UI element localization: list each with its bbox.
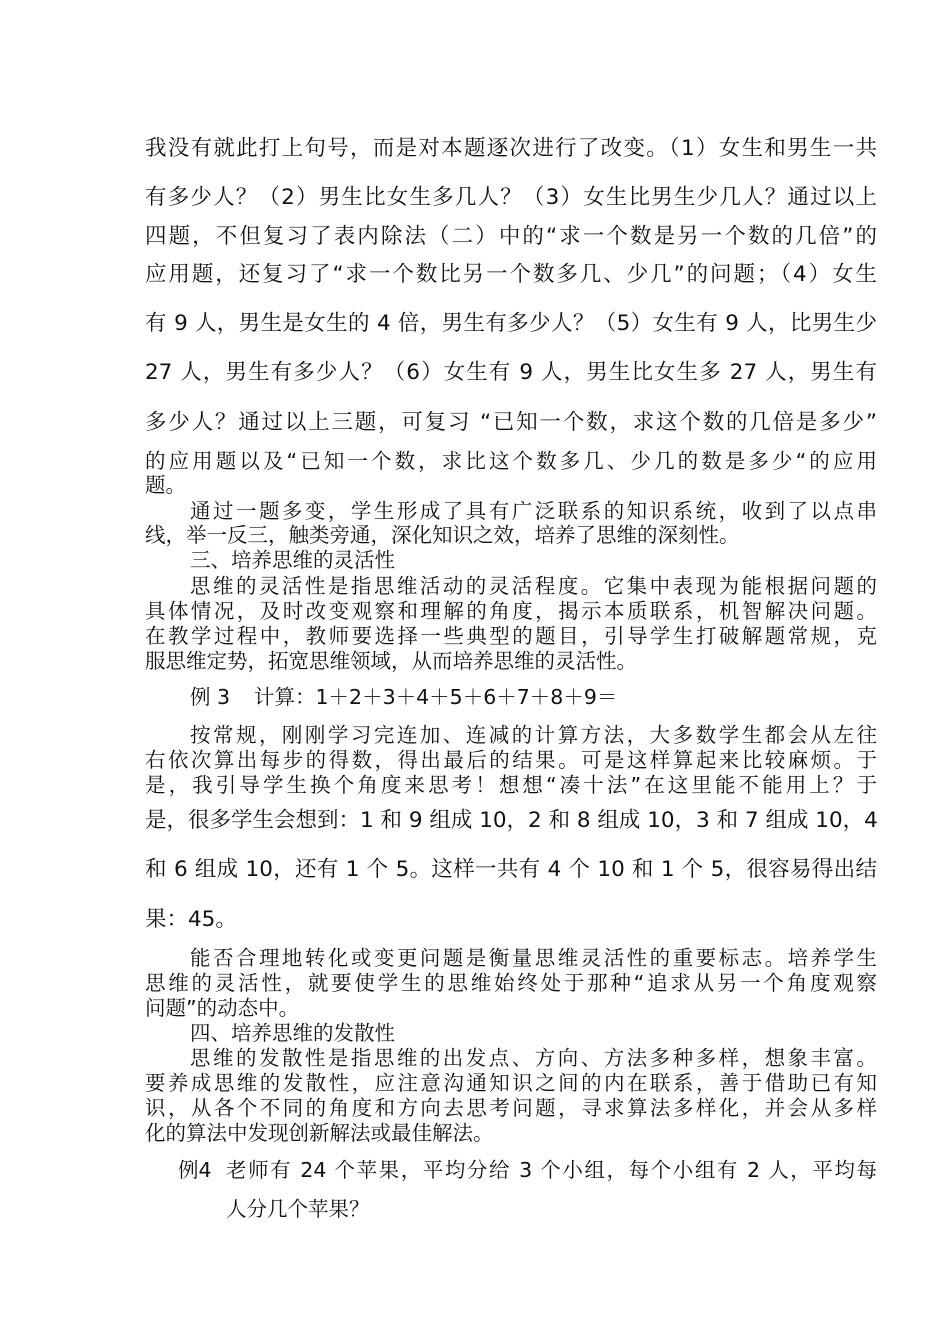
- paragraph-line: 思维的灵活性是指思维活动的灵活程度。它集中表现为能根据问题的: [190, 574, 877, 598]
- paragraph-line: 和 6 组成 10，还有 1 个 5。这样一共有 4 个 10 和 1 个 5，很容易得出结: [145, 857, 877, 882]
- paragraph-line: 线，举一反三，触类旁通，深化知识之效，培养了思维的深刻性。: [145, 523, 740, 547]
- paragraph-line: 应用题，还复习了“求一个数比另一个数多几、少几”的问题；（4）女生: [145, 262, 877, 287]
- paragraph-line: 问题”的动态中。: [145, 996, 300, 1020]
- paragraph-line: 是，我引导学生换个角度来思考！想想“凑十法”在这里能不能用上？于: [145, 773, 877, 797]
- paragraph-line: 题。: [145, 473, 186, 497]
- paragraph-line: 思维的发散性是指思维的出发点、方向、方法多种多样，想象丰富。: [190, 1046, 877, 1070]
- example-text: 老师有 24 个苹果，平均分给 3 个小组，每个小组有 2 人，平均每: [226, 1158, 877, 1182]
- paragraph-line: 能否合理地转化或变更问题是衡量思维灵活性的重要标志。培养学生: [190, 946, 877, 970]
- paragraph-line: 四题，不但复习了表内除法（二）中的“求一个数是另一个数的几倍”的: [145, 224, 877, 249]
- paragraph-line: 有 9 人，男生是女生的 4 倍，男生有多少人？（5）女生有 9 人，比男生少: [145, 311, 877, 336]
- example-text: 人分几个苹果？: [226, 1197, 370, 1221]
- paragraph-line: 右依次算出每步的得数，得出最后的结果。可是这样算起来比较麻烦。于: [145, 748, 877, 772]
- example-text: 计算：1＋2＋3＋4＋5＋6＋7＋8＋9＝: [254, 685, 618, 709]
- paragraph-line: 我没有就此打上句号，而是对本题逐次进行了改变。（1）女生和男生一共: [145, 136, 877, 161]
- paragraph-line: 具体情况，及时改变观察和理解的角度，揭示本质联系，机智解决问题。: [145, 599, 877, 623]
- paragraph-line: 要养成思维的发散性，应注意沟通知识之间的内在联系，善于借助已有知: [145, 1071, 877, 1095]
- section-heading: 四、培养思维的发散性: [190, 1021, 395, 1045]
- paragraph-line: 果：45。: [145, 907, 237, 932]
- paragraph-line: 思维的灵活性，就要使学生的思维始终处于那种“追求从另一个角度观察: [145, 971, 877, 995]
- paragraph-line: 27 人，男生有多少人？（6）女生有 9 人，男生比女生多 27 人，男生有: [145, 360, 877, 385]
- paragraph-line: 在教学过程中，教师要选择一些典型的题目，引导学生打破解题常规，克: [145, 624, 877, 648]
- paragraph-line: 识，从各个不同的角度和方向去思考问题，寻求算法多样化，并会从多样: [145, 1096, 877, 1120]
- example-label: 例4: [178, 1158, 212, 1182]
- paragraph-line: 化的算法中发现创新解法或最佳解法。: [145, 1121, 494, 1145]
- example-label: 例 3: [190, 685, 231, 709]
- section-heading: 三、培养思维的灵活性: [190, 548, 395, 572]
- paragraph-line: 按常规，刚刚学习完连加、连减的计算方法，大多数学生都会从左往: [190, 723, 877, 747]
- paragraph-line: 的应用题以及“已知一个数，求比这个数多几、少几的数是多少“的应用: [145, 449, 877, 473]
- paragraph-line: 服思维定势，拓宽思维领域，从而培养思维的灵活性。: [145, 649, 637, 673]
- paragraph-line: 通过一题多变，学生形成了具有广泛联系的知识系统，收到了以点串: [190, 499, 877, 523]
- paragraph-line: 多少人？通过以上三题，可复习 “已知一个数，求这个数的几倍是多少”: [145, 410, 877, 435]
- paragraph-line: 有多少人？（2）男生比女生多几人？（3）女生比男生少几人？通过以上: [145, 185, 877, 210]
- paragraph-line: 是，很多学生会想到：1 和 9 组成 10，2 和 8 组成 10，3 和 7 组成 10，4: [145, 808, 878, 833]
